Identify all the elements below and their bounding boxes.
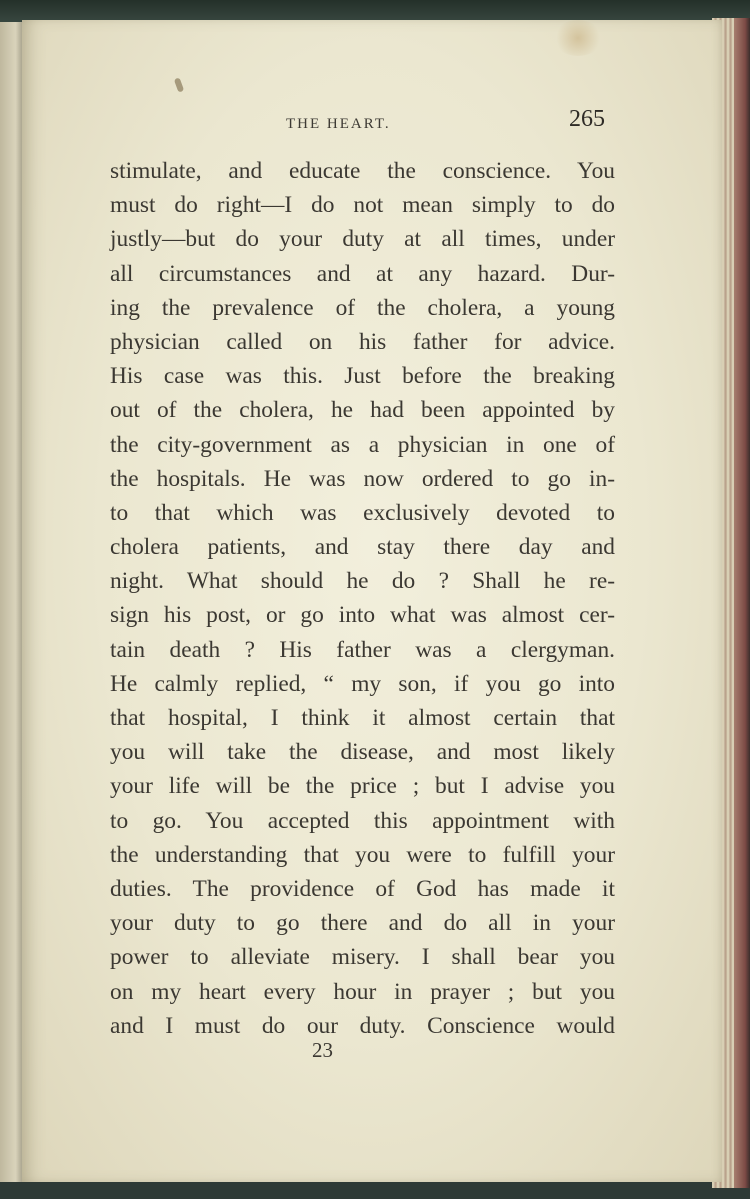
text-line: ing the prevalence of the cholera, a young — [110, 294, 615, 321]
text-line: your duty to go there and do all in your — [110, 910, 615, 937]
text-line: physician called on his father for advice. — [110, 328, 615, 355]
text-line: all circumstances and at any hazard. Dur- — [110, 260, 615, 287]
signature-mark: 23 — [312, 1038, 333, 1062]
body-text — [110, 154, 615, 1043]
text-line: sign his post, or go into what was almost cer- — [110, 602, 615, 629]
text-line: the understanding that you were to fulfill your — [110, 841, 615, 868]
text-line: your life will be the price ; but I advise you — [110, 773, 615, 800]
page-number: 265 — [569, 106, 605, 132]
text-line: you will take the disease, and most likely — [110, 739, 615, 766]
book-fore-edge — [734, 18, 750, 1188]
text-line: night. What should he do ? Shall he re- — [110, 568, 615, 595]
text-line: tain death ? His father was a clergyman. — [110, 636, 615, 663]
text-line: power to alleviate misery. I shall bear you — [110, 944, 615, 971]
text-line: out of the cholera, he had been appointed by — [110, 397, 615, 424]
text-line: the city-government as a physician in one of — [110, 431, 615, 458]
text-line: that hospital, I think it almost certain that — [110, 705, 615, 731]
text-line: justly—but do your duty at all times, under — [110, 226, 615, 253]
text-line: He calmly replied, “ my son, if you go into — [110, 670, 615, 697]
text-line: must do right—I do not mean simply to do — [110, 192, 615, 219]
text-line: stimulate, and educate the conscience. You — [110, 158, 615, 184]
text-line: on my heart every hour in prayer ; but you — [110, 978, 615, 1005]
text-line: duties. The providence of God has made it — [110, 875, 615, 902]
text-line: and I must do our duty. Conscience would — [110, 1012, 615, 1039]
foxing-stain — [553, 20, 603, 56]
text-line: the hospitals. He was now ordered to go in- — [110, 465, 615, 492]
running-head: THE HEART. — [286, 116, 391, 132]
text-line: cholera patients, and stay there day and — [110, 534, 615, 561]
text-line: to go. You accepted this appointment with — [110, 807, 615, 834]
text-line: to that which was exclusively devoted to — [110, 499, 615, 526]
text-line: His case was this. Just before the breaking — [110, 363, 615, 390]
